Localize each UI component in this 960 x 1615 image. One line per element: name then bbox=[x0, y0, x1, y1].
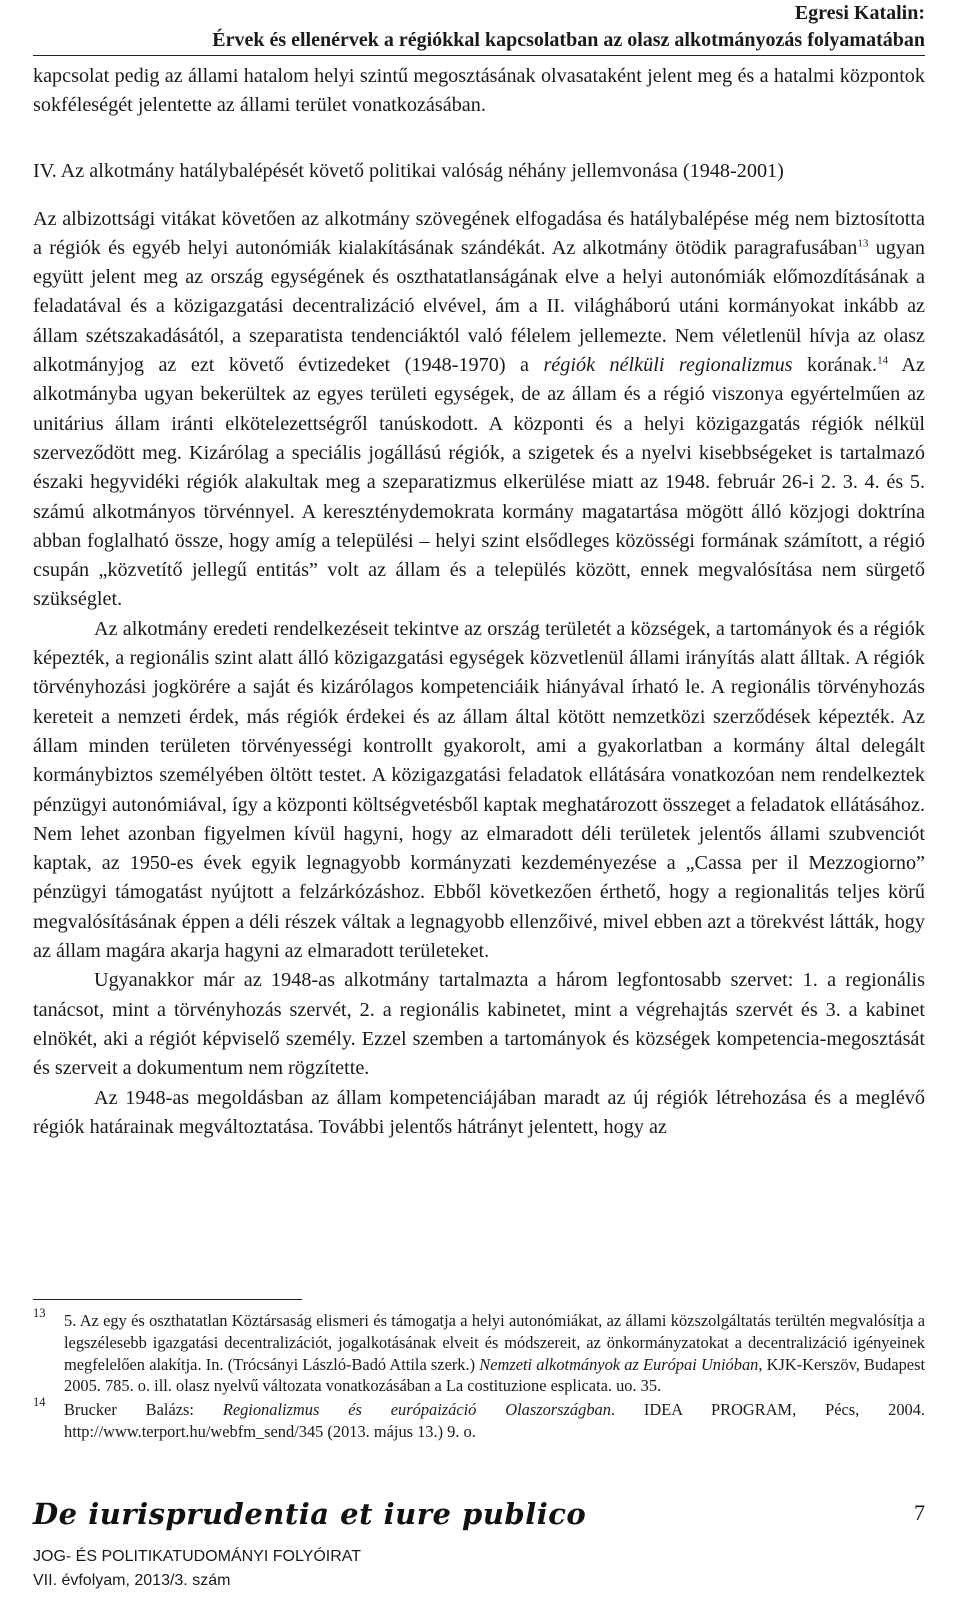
body-paragraph-3: Ugyanakkor már az 1948-as alkotmány tartalmazta a három legfontosabb szervet: 1. a regionális tanácsot, mint a törvényhozás szervét, 2. a regionális kabinetet, mint a végrehajtás szervét és 3. a kabinet elnökét, aki a régiót képviselő személy. Ezzel szemben a tartományok és községek kompetencia-megosztását és szerveit a dokumentum nem rögzítette. bbox=[33, 969, 925, 1080]
journal-name: JOG- ÉS POLITIKATUDOMÁNYI FOLYÓIRAT bbox=[33, 1548, 362, 1565]
footnote-14 bbox=[33, 1395, 926, 1443]
page-number: 7 bbox=[914, 1500, 925, 1525]
footnote-13-italic: Nemzeti alkotmányok az Európai Unióban bbox=[479, 1354, 759, 1374]
main-content bbox=[33, 60, 925, 1142]
footnote-number-14: 14 bbox=[33, 1395, 46, 1410]
running-header bbox=[212, 0, 925, 53]
paragraph-1-italic: régiók nélküli regionalizmus bbox=[543, 354, 793, 377]
body-paragraph-2: Az alkotmány eredeti rendelkezéseit tekintve az ország területét a községek, a tartományok és a régiók képezték, a regionális szint alatt álló közigazgatási egységek közvetlenül állami irányítás alatt álltak. A régiók törvényhozási jogkörére a saját és kizárólagos kompetenciáik hiányával írható le. A regionális törvényhozás kereteit a nemzeti érdek, más régiók érdekei és az állam által kötött nemzetközi szerződések képezték. Az állam minden területen törvényességi kontrollt gyakorolt, ami a gyakorlatban a kormány által delegált kormánybiztos személyében öltött testet. A közigazgatási feladatok ellátására vonatkozóan nem rendelkeztek pénzügyi autonómiával, így a központi költségvetésből kaptak meghatározott összeget a feladatok ellátásához. Nem lehet azonban figyelmen kívül hagyni, hogy az elmaradott déli területek jelentős állami szubvenciót kaptak, az 1950-es évek egyik legnagyobb kormányzati kezdeményezése a „Cassa per il Mezzogiorno” pénzügyi támogatást nyújtott a felzárkózáshoz. Ebből következően érthető, hogy a regionalitás teljes körű megvalósításának éppen a déli részek váltak a legnagyobb ellenzőivé, mivel ebben azt a törekvést látták, hogy az állam magára akarja hagyni az elmaradott területeket. bbox=[33, 617, 925, 963]
header-author: Egresi Katalin: bbox=[794, 2, 925, 24]
journal-script-title: De iurisprudentia et iure publico bbox=[33, 1497, 587, 1531]
paragraph-1-text-a: Az albizottsági vitákat követően az alkotmány szövegének elfogadása és hatálybalépése még nem biztosította a régiók és egyéb helyi autonómiák kialakításának szándékát. Az alkotmány ötödik paragrafusában bbox=[33, 207, 925, 259]
footnote-separator bbox=[33, 1299, 302, 1300]
footnote-14-text-a: Brucker Balázs: bbox=[64, 1400, 223, 1420]
paragraph-1-text-d: Az alkotmányba ugyan bekerültek az egyes területi egységek, de az állam és a régió viszonya egyértelműen az unitárius állam iránti elkötelezettségről tanúskodott. A központi és a helyi közigazgatás régiók nélkül szerveződött meg. Kizárólag a speciális jogállású régiók, a szigetek és a nyelvi kisebbségeket is tartalmazó északi hegyvidéki régiók alakultak meg a szeparatizmus elkerülése miatt az 1948. február 26-i 2. 3. 4. és 5. számú alkotmányos törvénnyel. A kereszténydemokrata kormány magatartása mögött álló közjogi doktrína abban foglalható össze, hogy amíg a települési – helyi szint elsődleges közösségi formának számított, a régió csupán „közvetítő jellegű entitás” volt az állam és a település között, ennek megvalósítása nem sürgető szükséglet. bbox=[33, 354, 925, 611]
header-title: Érvek és ellenérvek a régiókkal kapcsolatban az olasz alkotmányozás folyamatában bbox=[212, 29, 925, 51]
footnote-ref-13[interactable]: 13 bbox=[857, 237, 869, 250]
lead-paragraph: kapcsolat pedig az állami hatalom helyi szintű megosztásának olvasataként jelent meg és a hatalmi központok sokféleségét jelentette az állami terület vonatkozásában. bbox=[33, 65, 925, 117]
footnote-14-italic: Regionalizmus és európaizáció Olaszországban bbox=[222, 1400, 611, 1420]
journal-volume: VII. évfolyam, 2013/3. szám bbox=[33, 1572, 231, 1589]
footnote-13-text-a: 5. Az egy és oszthatatlan Köztársaság elismeri és támogatja a helyi autonómiákat, az állami közszolgáltatás terültén megvalósítja a legszélesebb igazgatási decentralizációt, jogalkotásának elveit és módszereit, az önkormányzatokat a decentralizáció igényeinek megfelelően alakítja. In. (Trócsányi László-Badó Attila szerk.) bbox=[64, 1311, 925, 1374]
header-divider bbox=[33, 55, 925, 56]
paragraph-1-text-c: korának. bbox=[792, 354, 878, 377]
footnote-13-text-b: , KJK-Kerszöv, Budapest 2005. 785. o. ill. olasz nyelvű változata vonatkozásában a La costituzione esplicata. uo. 35. bbox=[64, 1354, 926, 1396]
body-paragraph-4: Az 1948-as megoldásban az állam kompetenciájában maradt az új régiók létrehozása és a meglévő régiók határainak megváltoztatása. További jelentős hátrányt jelentett, hogy az bbox=[33, 1086, 925, 1138]
journal-info bbox=[33, 1545, 361, 1593]
footnote-ref-14[interactable]: 14 bbox=[877, 354, 889, 367]
footnote-14-text-b: . IDEA PROGRAM, Pécs, 2004. http://www.terport.hu/webfm_send/345 (2013. május 13.) 9. o. bbox=[64, 1400, 926, 1441]
footnotes bbox=[33, 1306, 926, 1443]
body-paragraph-1 bbox=[33, 205, 925, 615]
paragraph-1-text-b: ugyan együtt jelent meg az ország egységének és oszthatatlanságának elve a helyi autonómiák előmozdításának a feladatával és a közigazgatási decentralizáció elvével, ám a II. világháború utáni kormányokat inkább az állam szétszakadásától, a szeparatista tendenciáktól való félelem jellemezte. Nem véletlenül hívja az olasz alkotmányjog az ezt követő évtizedeket (1948-1970) a bbox=[33, 236, 925, 377]
footnote-number-13: 13 bbox=[33, 1306, 46, 1320]
section-heading: IV. Az alkotmány hatálybalépését követő politikai valóság néhány jellemvonása (1948-2001) bbox=[33, 159, 784, 182]
footnote-13 bbox=[33, 1306, 926, 1397]
